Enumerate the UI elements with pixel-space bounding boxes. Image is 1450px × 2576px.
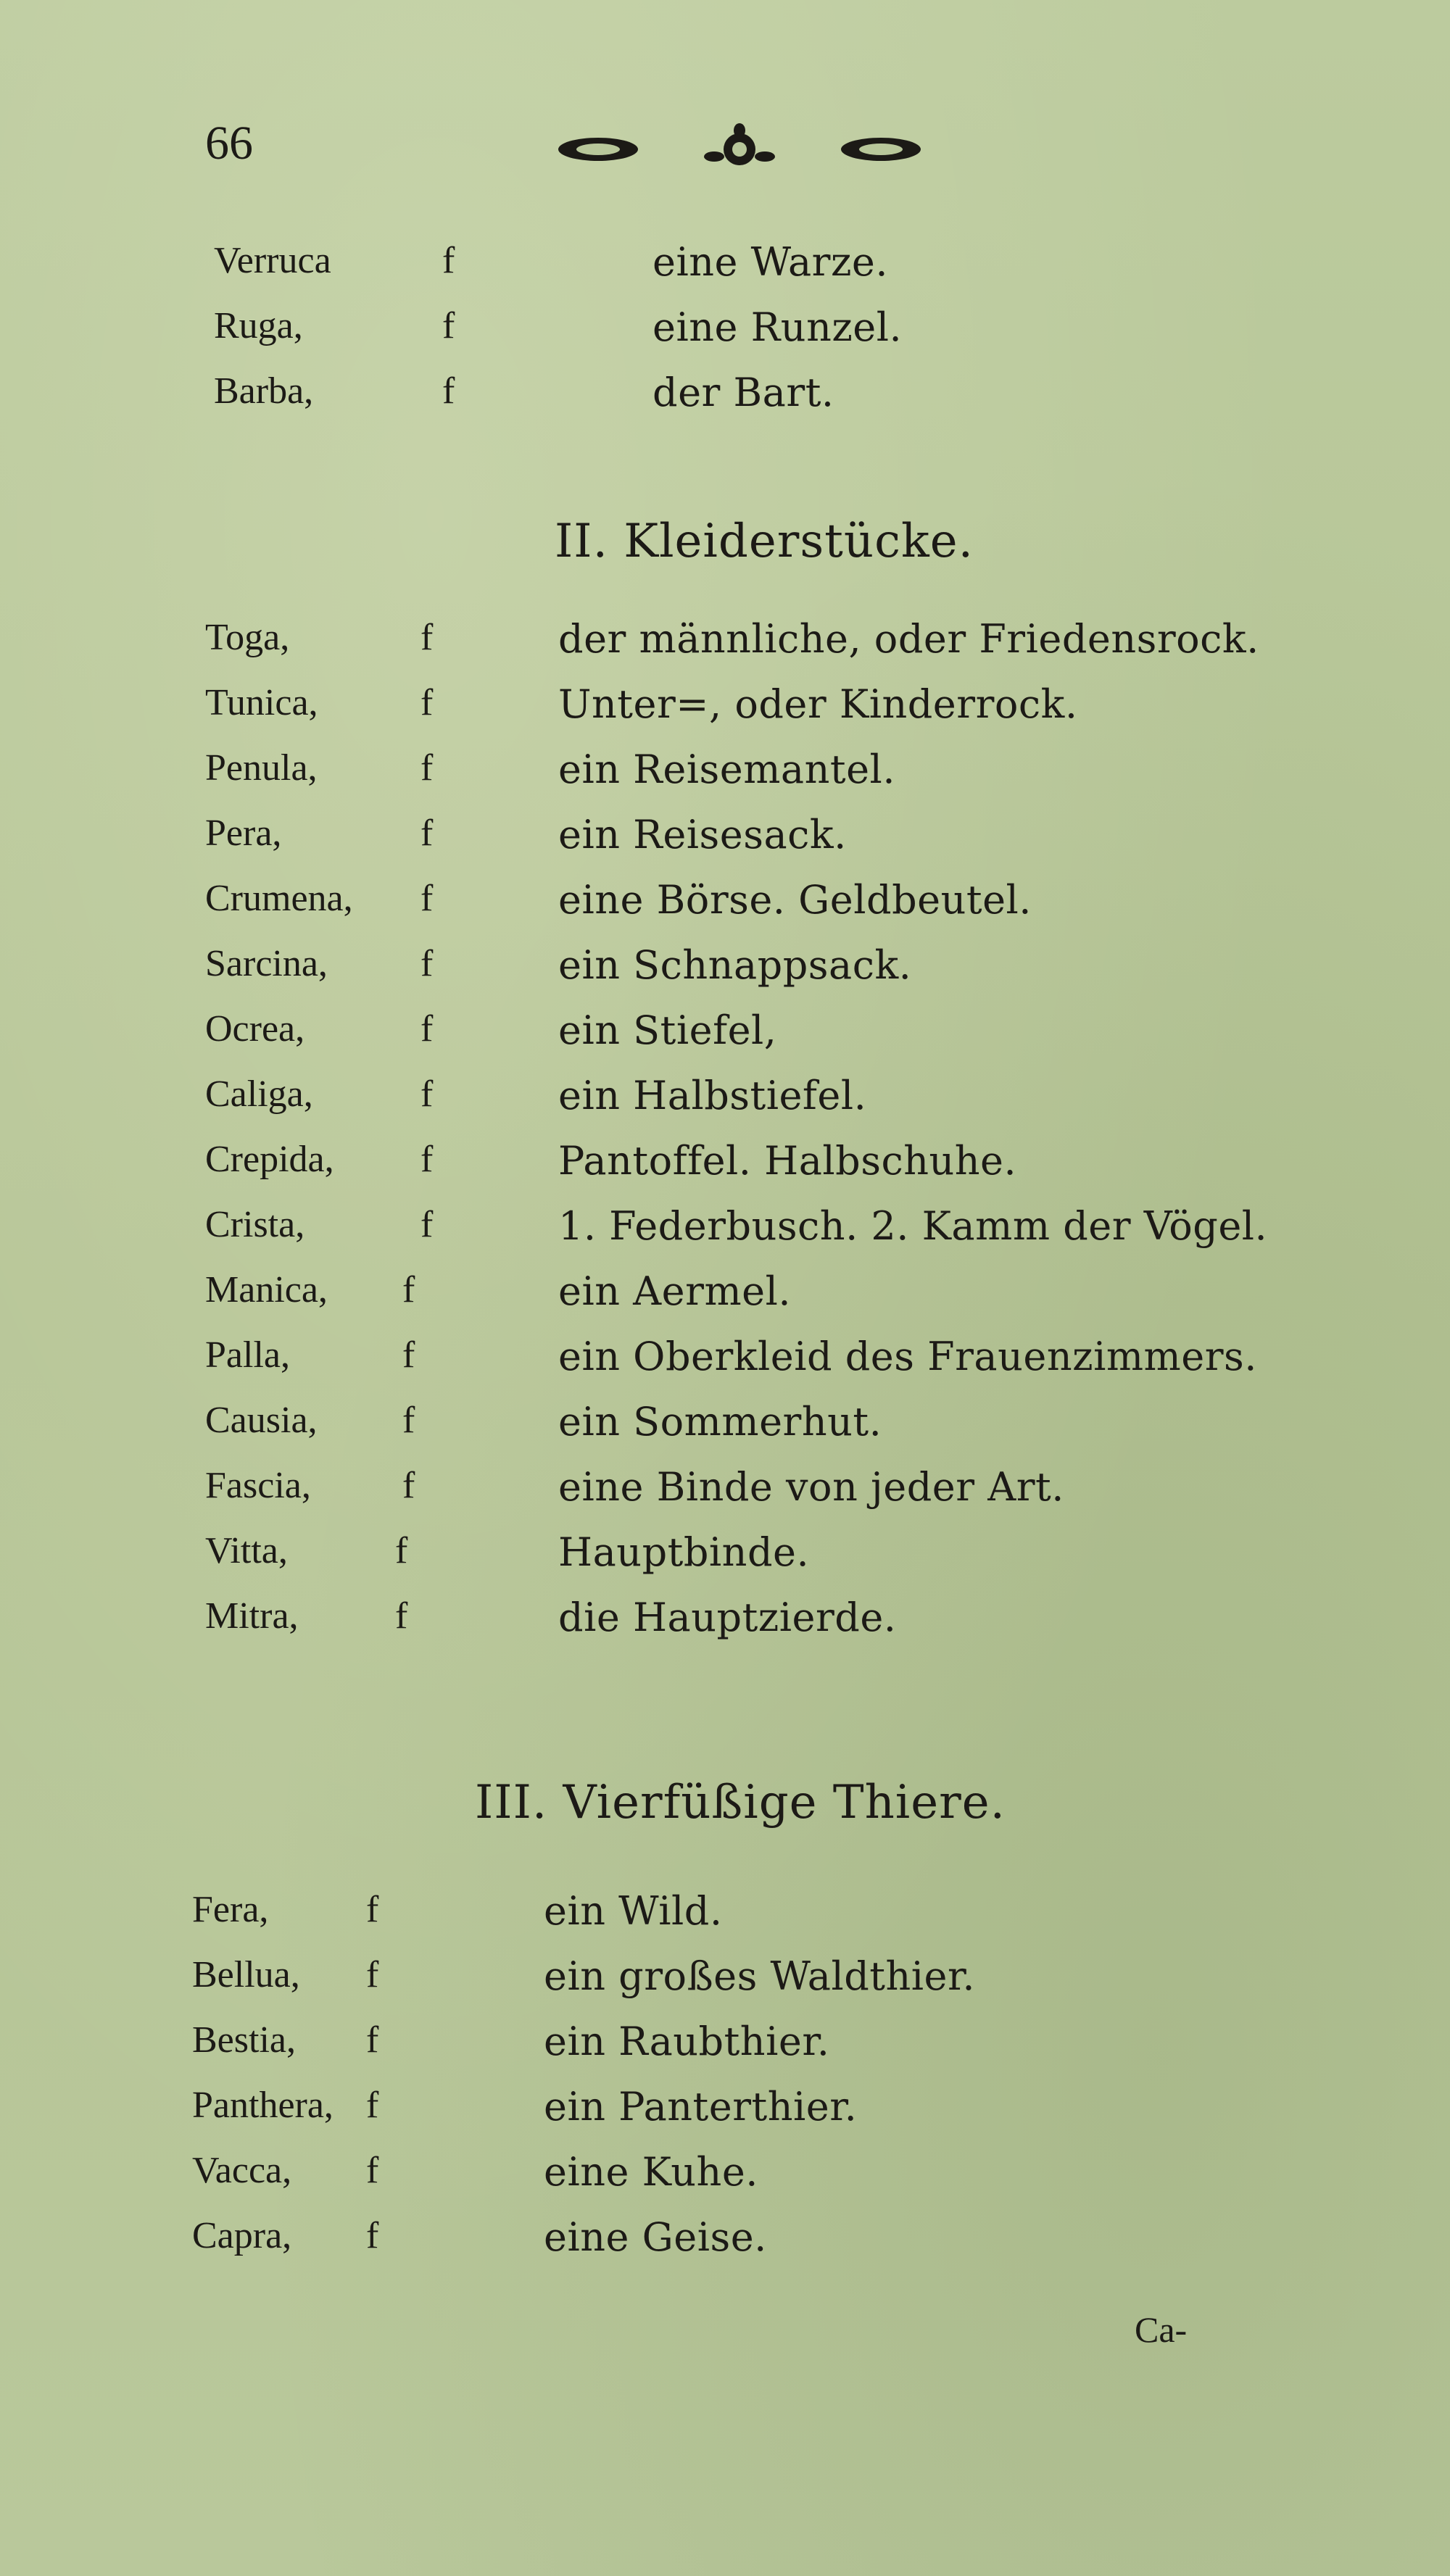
latin-term: Crista, — [205, 1204, 305, 1245]
german-translation: die Hauptzierde. — [558, 1595, 897, 1640]
catchword: Ca- — [1135, 2309, 1188, 2350]
list-item — [0, 1138, 1305, 1196]
latin-term: Causia, — [205, 1400, 318, 1441]
gender-marker: f — [420, 813, 434, 854]
list-item — [0, 812, 1305, 870]
latin-term: Vitta, — [205, 1530, 288, 1571]
german-translation: der Bart. — [652, 370, 834, 415]
gender-marker: f — [420, 878, 434, 919]
latin-term: Caliga, — [205, 1073, 313, 1115]
gender-marker: f — [420, 943, 434, 984]
german-translation: Hauptbinde. — [558, 1529, 810, 1575]
german-translation: ein Halbstiefel. — [558, 1073, 867, 1118]
german-translation: ein großes Waldthier. — [544, 1953, 976, 1999]
list-item — [0, 1007, 1305, 1065]
latin-term: Pera, — [205, 813, 282, 854]
german-translation: ein Reisemantel. — [558, 747, 895, 792]
list-item — [0, 616, 1305, 674]
german-translation: ein Aermel. — [558, 1268, 792, 1314]
latin-term: Crepida, — [205, 1139, 334, 1180]
latin-term: Fera, — [192, 1889, 269, 1930]
list-item — [0, 942, 1305, 1000]
german-translation: ein Raubthier. — [544, 2019, 830, 2064]
gender-marker: f — [366, 1889, 379, 1930]
latin-term: Crumena, — [205, 878, 353, 919]
latin-term: Fascia, — [205, 1465, 311, 1506]
gender-marker: f — [395, 1530, 408, 1571]
gender-marker: f — [366, 2215, 379, 2256]
list-item — [0, 747, 1305, 805]
latin-term: Barba, — [214, 370, 314, 412]
latin-term: Toga, — [205, 617, 290, 658]
latin-term: Bellua, — [192, 1954, 300, 1995]
list-item — [0, 1203, 1305, 1261]
german-translation: der männliche, oder Friedensrock. — [558, 616, 1259, 662]
gender-marker: f — [442, 240, 455, 281]
gender-marker: f — [402, 1400, 415, 1441]
gender-marker: f — [442, 370, 455, 412]
german-translation: ein Panterthier. — [544, 2084, 858, 2130]
list-item — [0, 239, 1305, 297]
german-translation: ein Reisesack. — [558, 812, 847, 857]
german-translation: ein Sommerhut. — [558, 1399, 882, 1445]
gender-marker: f — [420, 1204, 434, 1245]
gender-marker: f — [402, 1465, 415, 1506]
gender-marker: f — [420, 1008, 434, 1050]
gender-marker: f — [420, 617, 434, 658]
gender-marker: f — [366, 2150, 379, 2191]
latin-term: Ocrea, — [205, 1008, 305, 1050]
latin-term: Bestia, — [192, 2019, 296, 2061]
list-item — [0, 877, 1305, 935]
list-item — [0, 1268, 1305, 1326]
gender-marker: f — [366, 2019, 379, 2061]
gender-marker: f — [366, 2085, 379, 2126]
latin-term: Ruga, — [214, 305, 303, 346]
latin-term: Capra, — [192, 2215, 292, 2256]
list-item — [0, 1953, 1305, 2011]
gender-marker: f — [420, 682, 434, 723]
german-translation: eine Warze. — [652, 239, 889, 285]
list-item — [0, 1595, 1305, 1653]
german-translation: ein Schnappsack. — [558, 942, 912, 988]
list-item — [0, 304, 1305, 362]
german-translation: eine Kuhe. — [544, 2149, 758, 2195]
german-translation: eine Börse. Geldbeutel. — [558, 877, 1032, 923]
german-translation: eine Geise. — [544, 2214, 767, 2260]
gender-marker: f — [395, 1595, 408, 1637]
german-translation: ein Stiefel, — [558, 1007, 777, 1053]
latin-term: Verruca — [214, 240, 331, 281]
gender-marker: f — [420, 1073, 434, 1115]
german-translation: eine Runzel. — [652, 304, 903, 350]
german-translation: ein Wild. — [544, 1888, 723, 1934]
german-translation: Pantoffel. Halbschuhe. — [558, 1138, 1017, 1184]
latin-term: Mitra, — [205, 1595, 299, 1637]
latin-term: Sarcina, — [205, 943, 328, 984]
german-translation: eine Binde von jeder Art. — [558, 1464, 1064, 1510]
german-translation: Unter=, oder Kinderrock. — [558, 681, 1078, 727]
list-item — [0, 1399, 1305, 1457]
german-translation: ein Oberkleid des Frauenzimmers. — [558, 1334, 1257, 1379]
list-item — [0, 1334, 1305, 1392]
gender-marker: f — [442, 305, 455, 346]
list-item — [0, 1464, 1305, 1522]
list-item — [0, 370, 1305, 428]
printer-ornament-icon — [551, 122, 928, 173]
list-item — [0, 1888, 1305, 1946]
gender-marker: f — [402, 1269, 415, 1310]
gender-marker: f — [366, 1954, 379, 1995]
gender-marker: f — [420, 1139, 434, 1180]
latin-term: Penula, — [205, 747, 318, 789]
section-heading: III. Vierfüßige Thiere. — [475, 1776, 1006, 1829]
section-heading: II. Kleiderstücke. — [555, 515, 974, 568]
latin-term: Manica, — [205, 1269, 328, 1310]
page-number: 66 — [205, 117, 253, 170]
latin-term: Palla, — [205, 1334, 290, 1376]
gender-marker: f — [420, 747, 434, 789]
list-item — [0, 2084, 1305, 2142]
latin-term: Tunica, — [205, 682, 318, 723]
list-item — [0, 2214, 1305, 2272]
latin-term: Panthera, — [192, 2085, 334, 2126]
gender-marker: f — [402, 1334, 415, 1376]
list-item — [0, 681, 1305, 739]
list-item — [0, 2019, 1305, 2077]
list-item — [0, 2149, 1305, 2207]
list-item — [0, 1529, 1305, 1587]
list-item — [0, 1073, 1305, 1131]
german-translation: 1. Federbusch. 2. Kamm der Vögel. — [558, 1203, 1268, 1249]
latin-term: Vacca, — [192, 2150, 292, 2191]
